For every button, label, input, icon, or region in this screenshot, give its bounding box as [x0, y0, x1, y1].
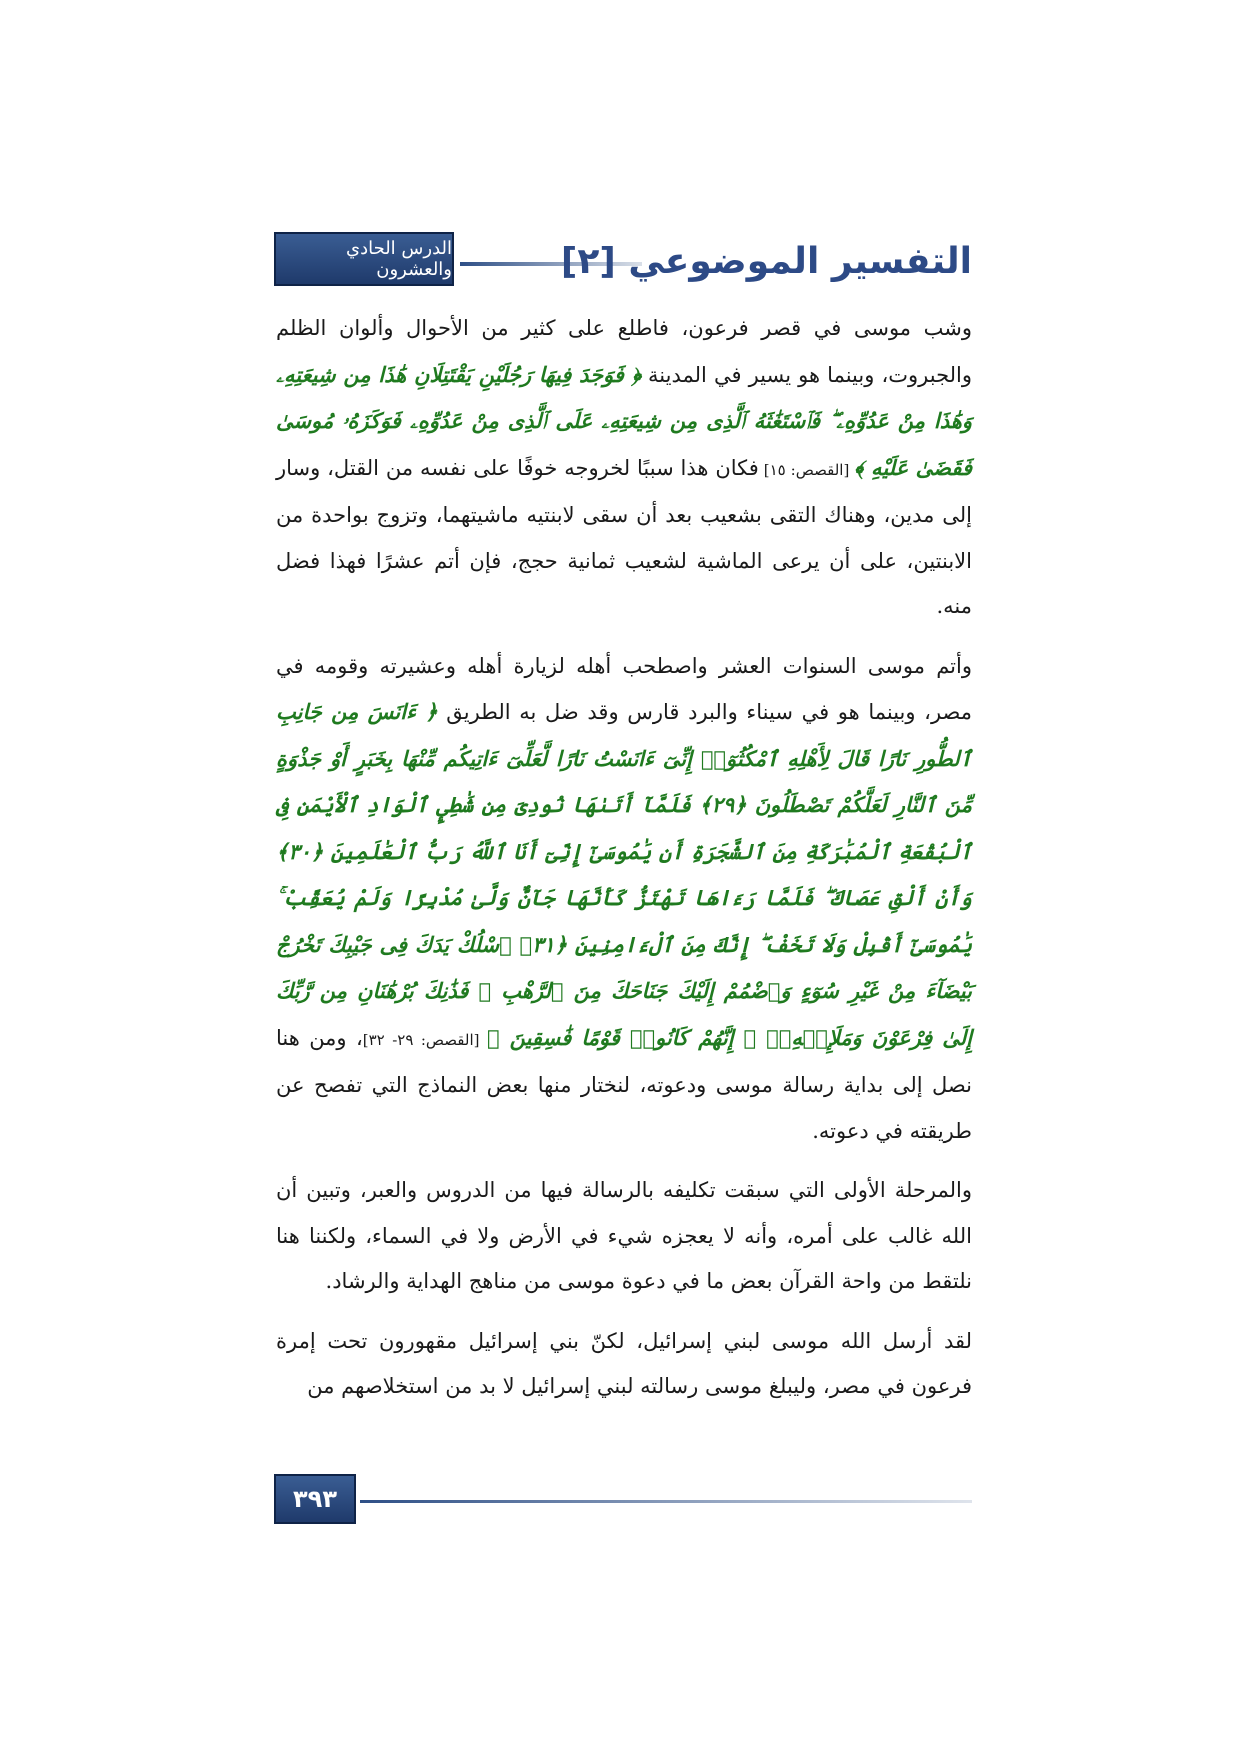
- page-header: [274, 232, 972, 292]
- book-title: التفسير الموضوعي [٢]: [560, 241, 972, 282]
- body-text: فكان هذا سببًا لخروجه خوفًا على نفسه من القتل، وسار إلى مدين، وهناك التقى بشعيب بعد أن سقى لابنتيه ماشيتهما، وتزوج بواحدة من الابنتين، على أن يرعى الماشية لشعيب ثمانية حجج، فإن أتم عشرًا فهذا فضل منه.: [276, 455, 972, 618]
- quran-verse: ﴿ فَوَجَدَ فِيهَا رَجُلَيْنِ يَقْتَتِلَانِ هَٰذَا مِن شِيعَتِهِۦ وَهَٰذَا مِنْ عَدُوِّهِۦ ۖ فَٱسْتَغَٰثَهُ ٱلَّذِى مِن شِيعَتِهِۦ عَلَى ٱلَّذِى مِنْ عَدُوِّهِۦ فَوَكَزَهُۥ مُوسَىٰ فَقَضَىٰ عَلَيْهِ ﴾: [276, 361, 973, 480]
- page-body: [276, 306, 972, 1410]
- lesson-badge: الدرس الحادي والعشرون: [274, 232, 454, 286]
- quran-verse: ﴿ ءَانَسَ مِن جَانِبِ ٱلطُّورِ نَارًا قَالَ لِأَهْلِهِ ٱمْكُثُوٓا۟ إِنِّىٓ ءَانَسْتُ نَارًا لَّعَلِّىٓ ءَاتِيكُم مِّنْهَا بِخَبَرٍ أَوْ جَذْوَةٍ مِّنَ ٱلنَّارِ لَعَلَّكُمْ تَصْطَلُونَ ﴿٢٩﴾ فَلَمَّآ أَتَىٰهَا نُودِىَ مِن شَٰطِىِٕ ٱلْوَادِ ٱلْأَيْمَنِ فِى ٱلْبُقْعَةِ ٱلْمُبَٰرَكَةِ مِنَ ٱلشَّجَرَةِ أَن يَٰمُوسَىٰٓ إِنِّىٓ أَنَا ٱللَّهُ رَبُّ ٱلْعَٰلَمِينَ ﴿٣٠﴾ وَأَنْ أَلْقِ عَصَاكَ ۖ فَلَمَّا رَءَاهَا تَهْتَزُّ كَأَنَّهَا جَآنٌّ وَلَّىٰ مُدْبِرًا وَلَمْ يُعَقِّبْ ۚ يَٰمُوسَىٰٓ أَقْبِلْ وَلَا تَخَفْ ۖ إِنَّكَ مِنَ ٱلْءَامِنِينَ ﴿٣١﴾ ٱسْلُكْ يَدَكَ فِى جَيْبِكَ تَخْرُجْ بَيْضَآءَ مِنْ غَيْرِ سُوٓءٍ وَٱضْمُمْ إِلَيْكَ جَنَاحَكَ مِنَ ٱلرَّهْبِ ۖ فَذَٰنِكَ بُرْهَٰنَانِ مِن رَّبِّكَ إِلَىٰ فِرْعَوْنَ وَمَلَإِي۟هِۦٓ ۚ إِنَّهُمْ كَانُوا۟ قَوْمًا فَٰسِقِينَ ﴾: [276, 699, 972, 1050]
- body-text: وشب موسى في قصر فرعون، فاطلع على كثير من الأحوال وألوان الظلم والجبروت، وبينما هو يسير في المدينة: [276, 316, 972, 387]
- page-number: ٣٩٣: [274, 1474, 356, 1524]
- page-footer: [274, 1474, 972, 1524]
- body-text: ، ومن هنا نصل إلى بداية رسالة موسى ودعوته، لنختار منها بعض النماذج التي تفصح عن طريقته في دعوته.: [276, 1025, 972, 1143]
- paragraph-2: [276, 644, 972, 1155]
- body-text: وأتم موسى السنوات العشر واصطحب أهله لزيارة أهله وعشيرته وقومه في مصر، وبينما هو في سيناء والبرد قارس وقد ضل به الطريق: [276, 653, 972, 724]
- verse-reference: [القصص: ٢٩- ٣٢]: [362, 1030, 487, 1049]
- paragraph-1: [276, 306, 972, 630]
- verse-reference: [القصص: ١٥]: [758, 460, 855, 479]
- paragraph-3: والمرحلة الأولى التي سبقت تكليفه بالرسالة فيها من الدروس والعبر، وتبين أن الله غالب على أمره، وأنه لا يعجزه شيء في الأرض ولا في السماء، ولكننا هنا نلتقط من واحة القرآن بعض ما في دعوة موسى من مناهج الهداية والرشاد.: [276, 1178, 972, 1293]
- footer-rule: [360, 1500, 972, 1503]
- paragraph-4: لقد أرسل الله موسى لبني إسرائيل، لكنّ بني إسرائيل مقهورون تحت إمرة فرعون في مصر، وليبلغ موسى رسالته لبني إسرائيل لا بد من استخلاصهم من: [276, 1328, 972, 1398]
